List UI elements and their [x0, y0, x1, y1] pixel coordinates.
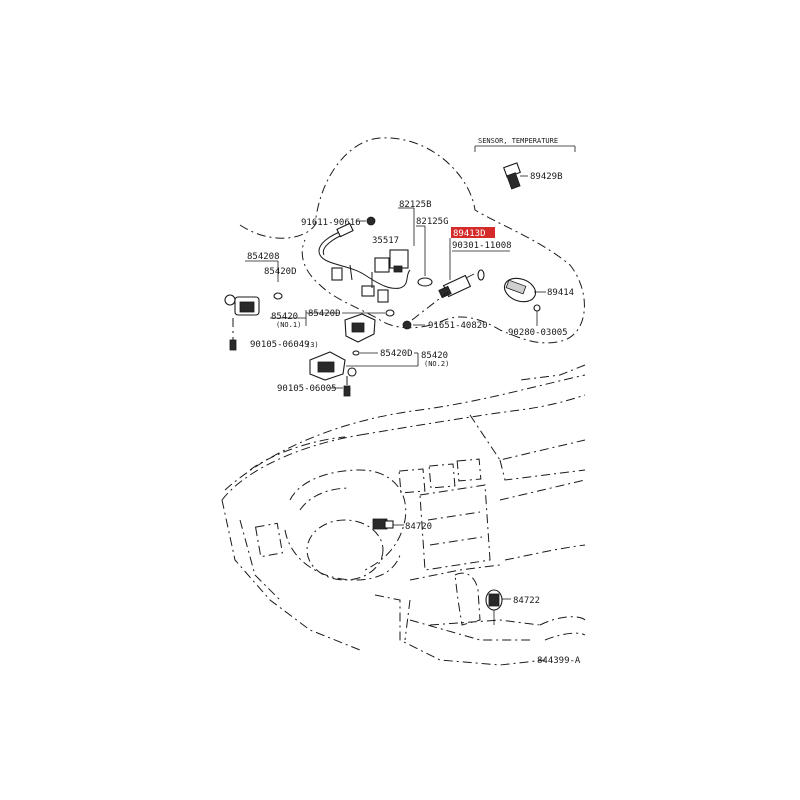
switch-left-part [225, 295, 259, 315]
sensor-group-title: SENSOR, TEMPERATURE [478, 137, 559, 145]
part-label-854208: 854208 [247, 252, 280, 262]
oring-no2-part [353, 351, 378, 355]
relay-35517-part [375, 250, 408, 272]
temperature-sensor-part [504, 163, 528, 189]
switch-84722-part [486, 590, 511, 625]
part-label-89413d[interactable]: 89413D [453, 229, 486, 239]
part-label-90105-06005: 90105-06005 [277, 384, 337, 394]
part-label-85420d-mid: 85420D [308, 309, 341, 319]
grommet-82125g-part [416, 226, 432, 286]
callout-82125b [398, 208, 414, 246]
washer-90280-part [534, 305, 540, 326]
part-label-85420-no1: 85420 [271, 312, 299, 322]
part-label-82125g: 82125G [416, 217, 449, 227]
part-label-84720: 84720 [405, 522, 433, 532]
part-label-82125b: 82125B [399, 200, 432, 210]
speed-sensor-part [439, 274, 474, 298]
part-label-91651-40820: 91651-40820 [428, 321, 488, 331]
dashboard-outline [222, 365, 585, 665]
oring-90301-part [452, 251, 510, 280]
part-label-91611-90616: 91611-90616 [301, 218, 361, 228]
figure-code: 844399-A [537, 656, 581, 666]
part-label-90301-11008: 90301-11008 [452, 241, 512, 251]
highlighted-part-89413d[interactable] [451, 227, 495, 239]
part-label-35517: 35517 [372, 236, 400, 246]
oring-mid-part [342, 310, 394, 316]
sensor-group-bracket [475, 137, 575, 152]
part-label-85420d-upper: 85420D [264, 267, 297, 277]
part-label-85420d-lower: 85420D [380, 349, 413, 359]
part-label-90105-06049: 90105-06049 [250, 340, 310, 350]
part-label-89414: 89414 [547, 288, 575, 298]
switch-84720-part [373, 519, 404, 529]
note-no1: (NO.1) [276, 321, 302, 329]
bolt-90105-06049-part [230, 318, 236, 350]
sensor-89414-part [501, 274, 546, 306]
note-no2: (NO.2) [424, 360, 450, 368]
part-label-90280-03005: 90280-03005 [508, 328, 568, 338]
oring-left-part [274, 293, 282, 299]
quantity-note-3: (3) [306, 341, 319, 349]
part-label-85420-no2: 85420 [421, 351, 449, 361]
part-label-89429b: 89429B [530, 172, 563, 182]
actuator-no1-part [345, 314, 375, 342]
part-label-84722: 84722 [513, 596, 541, 606]
